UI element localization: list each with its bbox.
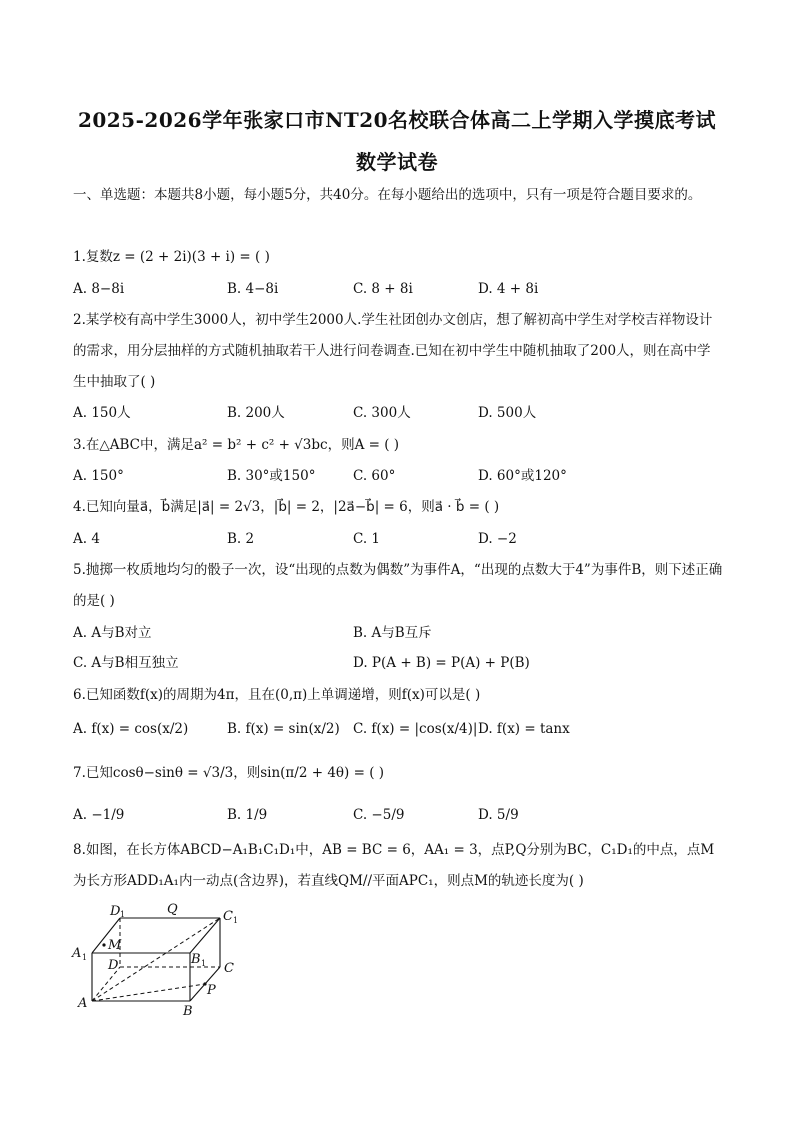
question-1-stem: 1.复数z = (2 + 2i)(3 + i) = ( ) xyxy=(73,249,270,265)
label-a: A xyxy=(78,996,88,1011)
question-7-option-a: A. −1/9 xyxy=(73,807,125,823)
question-3-option-c: C. 60° xyxy=(353,468,396,484)
question-5-option-a: A. A与B对立 xyxy=(73,625,152,641)
question-7-option-d: D. 5/9 xyxy=(478,807,519,823)
question-6-stem: 6.已知函数f(x)的周期为4π，且在(0,π)上单调递增，则f(x)可以是( ) xyxy=(73,687,481,703)
section-header: 一、单选题：本题共8小题，每小题5分，共40分。在每小题给出的选项中，只有一项是符合题目要求的。 xyxy=(73,187,702,203)
question-1-option-d: D. 4 + 8i xyxy=(478,281,539,297)
question-6-option-c: C. f(x) = |cos(x/4)| xyxy=(353,721,478,737)
label-d: D xyxy=(108,958,119,973)
question-1-option-c: C. 8 + 8i xyxy=(353,281,413,297)
label-q: Q xyxy=(167,902,178,917)
question-5-option-d: D. P(A + B) = P(A) + P(B) xyxy=(353,655,530,671)
question-2-stem: 2.某学校有高中学生3000人，初中学生2000人.学生社团创办文创店，想了解初高中学生对学校吉祥物设计的需求，用分层抽样的方式随机抽取若干人进行问卷调查.已知在初中学生中随机抽取了200人，则在高中学生中抽取了( ) xyxy=(73,312,713,390)
question-4-stem: 4.已知向量a⃗，b⃗满足|a⃗| = 2√3，|b⃗| = 2，|2a⃗−b⃗| = 6，则a⃗ · b⃗ = ( ) xyxy=(73,499,500,515)
question-3-option-a: A. 150° xyxy=(73,468,124,484)
question-6-option-b: B. f(x) = sin(x/2) xyxy=(227,721,340,737)
label-b1: B xyxy=(191,952,201,967)
label-b: B xyxy=(183,1004,193,1019)
label-d1: D xyxy=(110,904,121,919)
question-1-option-a: A. 8−8i xyxy=(73,281,125,297)
question-5-option-b: B. A与B互斥 xyxy=(353,625,432,641)
question-3-option-d: D. 60°或120° xyxy=(478,468,567,484)
question-5-option-c: C. A与B相互独立 xyxy=(73,655,179,671)
question-3-stem: 3.在△ABC中，满足a² = b² + c² + √3bc，则A = ( ) xyxy=(73,437,400,453)
label-m: M xyxy=(108,938,122,953)
cuboid-diagram xyxy=(70,895,255,1020)
question-3-option-b: B. 30°或150° xyxy=(227,468,316,484)
cuboid-figure xyxy=(70,895,255,1020)
label-p: P xyxy=(207,983,216,998)
label-c1: C xyxy=(223,909,233,924)
question-7-stem: 7.已知cosθ−sinθ = √3/3，则sin(π/2 + 4θ) = ( ) xyxy=(73,765,385,781)
question-6-option-d: D. f(x) = tanx xyxy=(478,721,570,737)
question-2-option-a: A. 150人 xyxy=(73,405,131,421)
label-a1: A xyxy=(72,946,82,961)
label-b1-sub: 1 xyxy=(201,959,207,968)
segment-a-p xyxy=(92,984,205,1001)
question-4-option-c: C. 1 xyxy=(353,531,381,547)
question-6-option-a: A. f(x) = cos(x/2) xyxy=(73,721,189,737)
question-5-stem: 5.抛掷一枚质地均匀的骰子一次，设“出现的点数为偶数”为事件A，“出现的点数大于4”为事件B，则下述正确的是( ) xyxy=(73,562,723,609)
label-c: C xyxy=(224,961,234,976)
point-m xyxy=(102,943,105,946)
edge-b1-c1 xyxy=(190,918,220,953)
exam-title: 2025-2026学年张家口市NT20名校联合体高二上学期入学摸底考试 xyxy=(77,108,717,132)
question-2-option-d: D. 500人 xyxy=(478,405,537,421)
question-2-option-b: B. 200人 xyxy=(227,405,285,421)
question-7-option-c: C. −5/9 xyxy=(353,807,405,823)
question-4-option-d: D. −2 xyxy=(478,531,517,547)
label-a1-sub: 1 xyxy=(82,953,88,962)
question-7-option-b: B. 1/9 xyxy=(227,807,268,823)
question-4-option-a: A. 4 xyxy=(73,531,100,547)
label-d1-sub: 1 xyxy=(120,910,126,919)
question-4-option-b: B. 2 xyxy=(227,531,255,547)
question-1-option-b: B. 4−8i xyxy=(227,281,279,297)
question-2-option-c: C. 300人 xyxy=(353,405,411,421)
exam-subtitle: 数学试卷 xyxy=(356,150,438,174)
question-8-stem: 8.如图，在长方体ABCD−A₁B₁C₁D₁中，AB = BC = 6，AA₁ = 3，点P,Q分别为BC，C₁D₁的中点，点M为长方形ADD₁A₁内一动点(含边界)，若直线QM//平面APC₁，则点M的轨迹长度为( ) xyxy=(73,842,715,889)
label-c1-sub: 1 xyxy=(233,916,239,925)
